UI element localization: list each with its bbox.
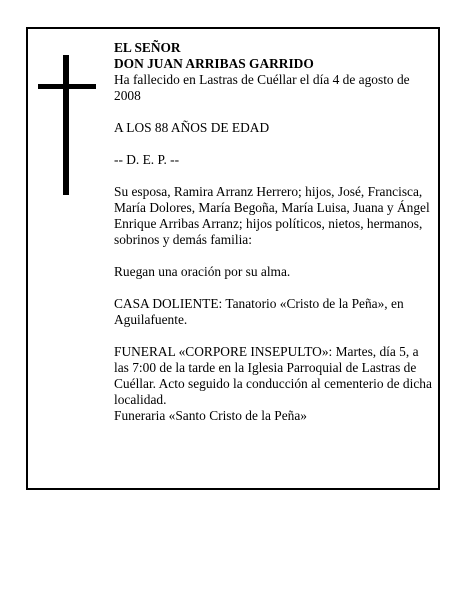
deceased-name: DON JUAN ARRIBAS GARRIDO: [114, 56, 314, 71]
age-statement: A LOS 88 AÑOS DE EDAD: [114, 120, 270, 135]
family-list: Su esposa, Ramira Arranz Herrero; hijos, José, Francisca, María Dolores, María Begoña, María Luisa, Juana y Ángel Enrique Arribas Arranz; hijos políticos, nietos, hermanos, sobrinos y demás familia:: [114, 184, 430, 247]
cross-vertical-bar: [63, 55, 69, 195]
death-statement: Ha fallecido en Lastras de Cuéllar el día 4 de agosto de 2008: [114, 72, 410, 103]
rip-line: -- D. E. P. --: [114, 152, 180, 167]
prayer-request: Ruegan una oración por su alma.: [114, 264, 291, 279]
cross-horizontal-bar: [38, 84, 96, 89]
funeral-details: FUNERAL «CORPORE INSEPULTO»: Martes, día 5, a las 7:00 de la tarde en la Iglesia Parroquial de Lastras de Cuéllar. Acto seguido la conducción al cementerio de dicha localidad.: [114, 344, 432, 407]
mourning-house: CASA DOLIENTE: Tanatorio «Cristo de la Peña», en Aguilafuente.: [114, 296, 404, 327]
notice-title-line1: EL SEÑOR: [114, 40, 181, 55]
obituary-text: [114, 40, 432, 424]
funeral-home: Funeraria «Santo Cristo de la Peña»: [114, 408, 308, 423]
